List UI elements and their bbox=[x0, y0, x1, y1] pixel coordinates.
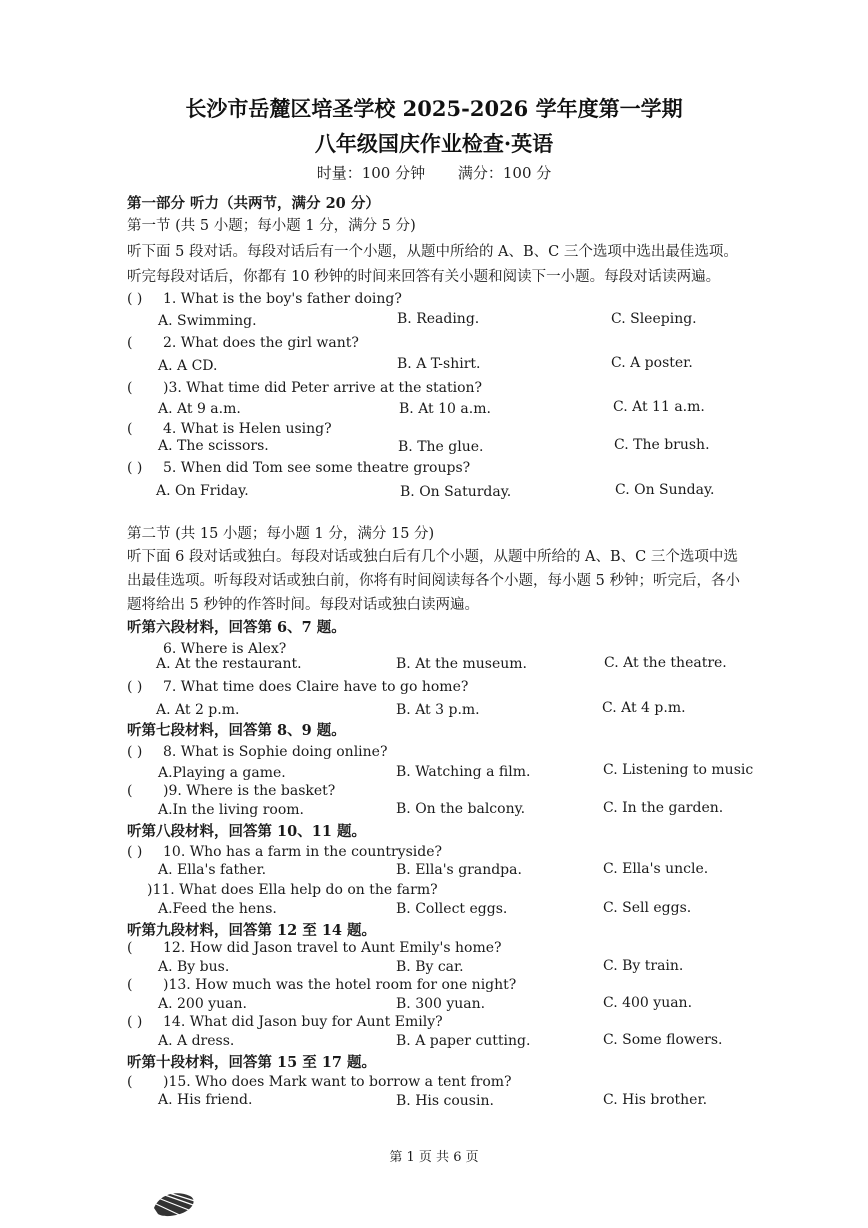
option-c: C. Some flowers. bbox=[603, 1032, 723, 1048]
option-a: A. A CD. bbox=[158, 358, 218, 374]
option-a: A. Swimming. bbox=[158, 313, 257, 329]
option-c: C. At the theatre. bbox=[604, 655, 727, 671]
option-a: A. At 9 a.m. bbox=[158, 401, 241, 417]
material-heading: 听第九段材料，回答第 12 至 14 题。 bbox=[127, 922, 377, 939]
section2-instruction: 出最佳选项。听每段对话或独白前，你将有时间阅读每各个小题，每小题 5 秒钟；听完后，各小 bbox=[127, 573, 740, 589]
option-a: A. At the restaurant. bbox=[156, 656, 302, 672]
option-b: B. By car. bbox=[396, 959, 464, 975]
option-c: C. At 11 a.m. bbox=[613, 399, 705, 415]
question-stem: ( ) 10. Who has a farm in the countryside? bbox=[127, 844, 443, 860]
option-c: C. Sell eggs. bbox=[603, 900, 692, 916]
option-b: B. Collect eggs. bbox=[396, 901, 508, 917]
option-a: A.Playing a game. bbox=[158, 765, 286, 781]
ink-scribble-mark bbox=[150, 1186, 202, 1222]
material-heading: 听第七段材料，回答第 8、9 题。 bbox=[127, 722, 346, 739]
question-stem: ( ) 1. What is the boy's father doing? bbox=[127, 291, 402, 307]
question-stem: ( 4. What is Helen using? bbox=[127, 421, 332, 437]
option-b: B. Ella's grandpa. bbox=[396, 862, 522, 878]
option-c: C. Listening to music bbox=[603, 762, 754, 778]
option-a: A.Feed the hens. bbox=[158, 901, 277, 917]
section2-heading: 第二节 (共 15 小题；每小题 1 分，满分 15 分) bbox=[127, 526, 435, 542]
section1-instruction: 听完每段对话后，你都有 10 秒钟的时间来回答有关小题和阅读下一小题。每段对话读两遍。 bbox=[127, 269, 721, 285]
exam-subtitle: 八年级国庆作业检查·英语 bbox=[314, 131, 554, 156]
question-stem: ( )13. How much was the hotel room for one night? bbox=[127, 977, 517, 993]
material-heading: 听第六段材料，回答第 6、7 题。 bbox=[127, 619, 346, 636]
exam-title: 长沙市岳麓区培圣学校 2025-2026 学年度第一学期 bbox=[185, 96, 683, 121]
question-stem: )11. What does Ella help do on the farm? bbox=[147, 882, 438, 898]
time-limit: 时量：100 分钟 bbox=[316, 164, 426, 182]
option-a: A.In the living room. bbox=[158, 802, 304, 818]
option-b: B. His cousin. bbox=[396, 1093, 494, 1109]
option-b: B. A paper cutting. bbox=[396, 1033, 531, 1049]
question-stem: ( 2. What does the girl want? bbox=[127, 335, 359, 351]
option-c: C. By train. bbox=[603, 958, 684, 974]
question-stem: ( ) 7. What time does Claire have to go home? bbox=[127, 679, 469, 695]
option-b: B. On Saturday. bbox=[400, 484, 512, 500]
option-b: B. At 3 p.m. bbox=[396, 702, 480, 718]
exam-meta bbox=[0, 162, 868, 183]
full-score: 满分：100 分 bbox=[457, 164, 552, 182]
option-b: B. The glue. bbox=[398, 439, 484, 455]
question-stem: ( )15. Who does Mark want to borrow a tent from? bbox=[127, 1074, 512, 1090]
question-stem: ( ) 14. What did Jason buy for Aunt Emily? bbox=[127, 1014, 443, 1030]
option-c: C. On Sunday. bbox=[615, 482, 715, 498]
option-a: A. By bus. bbox=[158, 959, 230, 975]
option-b: B. Watching a film. bbox=[396, 764, 531, 780]
section1-heading: 第一节 (共 5 小题；每小题 1 分，满分 5 分) bbox=[127, 218, 416, 234]
question-stem: ( ) 5. When did Tom see some theatre groups? bbox=[127, 460, 471, 476]
option-b: B. A T-shirt. bbox=[397, 356, 481, 372]
option-a: A. On Friday. bbox=[156, 483, 249, 499]
option-c: C. His brother. bbox=[603, 1092, 708, 1108]
option-a: A. A dress. bbox=[158, 1033, 235, 1049]
question-stem: ( )3. What time did Peter arrive at the station? bbox=[127, 380, 483, 396]
option-c: C. A poster. bbox=[611, 355, 693, 371]
question-stem: 6. Where is Alex? bbox=[163, 641, 287, 657]
section2-instruction: 听下面 6 段对话或独白。每段对话或独白后有几个小题，从题中所给的 A、B、C 三个选项中选 bbox=[127, 549, 738, 565]
option-b: B. At the museum. bbox=[396, 656, 528, 672]
material-heading: 听第十段材料，回答第 15 至 17 题。 bbox=[127, 1054, 377, 1071]
option-b: B. Reading. bbox=[397, 311, 480, 327]
question-stem: ( )9. Where is the basket? bbox=[127, 783, 336, 799]
option-c: C. Ella's uncle. bbox=[603, 861, 709, 877]
section2-instruction: 题将给出 5 秒钟的作答时间。每段对话或独白读两遍。 bbox=[127, 597, 479, 613]
option-a: A. Ella's father. bbox=[158, 862, 267, 878]
material-heading: 听第八段材料，回答第 10、11 题。 bbox=[127, 823, 366, 840]
option-b: B. 300 yuan. bbox=[396, 996, 486, 1012]
section1-instruction: 听下面 5 段对话。每段对话后有一个小题，从题中所给的 A、B、C 三个选项中选出最佳选项。 bbox=[127, 244, 738, 260]
page-number: 第 1 页 共 6 页 bbox=[389, 1150, 479, 1165]
option-c: C. In the garden. bbox=[603, 800, 724, 816]
option-c: C. Sleeping. bbox=[611, 311, 697, 327]
part1-heading: 第一部分 听力（共两节，满分 20 分） bbox=[127, 195, 380, 212]
option-a: A. At 2 p.m. bbox=[156, 702, 240, 718]
option-a: A. The scissors. bbox=[158, 438, 269, 454]
option-c: C. The brush. bbox=[614, 437, 710, 453]
option-a: A. His friend. bbox=[158, 1092, 253, 1108]
option-c: C. At 4 p.m. bbox=[602, 700, 686, 716]
option-c: C. 400 yuan. bbox=[603, 995, 693, 1011]
option-a: A. 200 yuan. bbox=[158, 996, 247, 1012]
option-b: B. On the balcony. bbox=[396, 801, 526, 817]
question-stem: ( 12. How did Jason travel to Aunt Emily's home? bbox=[127, 940, 502, 956]
question-stem: ( ) 8. What is Sophie doing online? bbox=[127, 744, 388, 760]
option-b: B. At 10 a.m. bbox=[399, 401, 491, 417]
